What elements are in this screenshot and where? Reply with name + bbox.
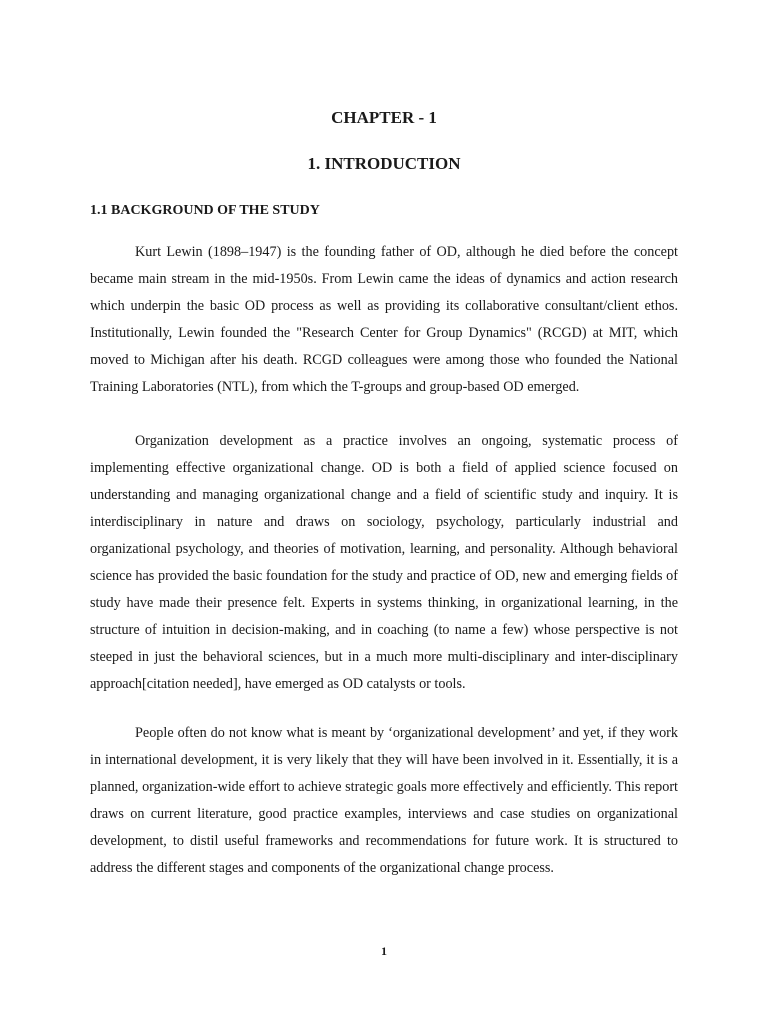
paragraph-text: Kurt Lewin (1898–1947) is the founding father of OD, although he died before the concept became main stream in the mid-1950s. From Lewin came the ideas of dynamics and action research which underpin the basic OD process as well as providing its collaborative consultant/client ethos. Institutionally, Lewin founded the "Research Center for Group Dynamics" (RCGD) at MIT, which moved to Michigan after his death. RCGD colleagues were among those who founded the National Training Laboratories (NTL), from which the T-groups and group-based OD emerged. <box>90 244 678 395</box>
paragraph-lewin <box>90 239 678 401</box>
section-heading: 1.1 BACKGROUND OF THE STUDY <box>90 203 320 218</box>
paragraph-text: Organization development as a practice involves an ongoing, systematic process of implementing effective organizational change. OD is both a field of applied science focused on understanding and managing organizational change and a field of scientific study and inquiry. It is interdisciplinary in nature and draws on sociology, psychology, particularly industrial and organizational psychology, and theories of motivation, learning, and personality. Although behavioral science has provided the basic foundation for the study and practice of OD, new and emerging fields of study have made their presence felt. Experts in systems thinking, in organizational learning, in the structure of intuition in decision-making, and in coaching (to name a few) whose perspective is not steeped in just the behavioral sciences, but in a much more multi-disciplinary and inter-disciplinary approach[citation needed], have emerged as OD catalysts or tools. <box>90 433 678 692</box>
page-number: 1 <box>381 944 387 958</box>
paragraph-od-meaning <box>90 720 678 882</box>
chapter-label: CHAPTER - 1 <box>331 108 437 127</box>
chapter-title: 1. INTRODUCTION <box>307 154 461 173</box>
paragraph-od-practice <box>90 428 678 698</box>
paragraph-text: People often do not know what is meant by ‘organizational development’ and yet, if they work in international development, it is very likely that they will have been involved in it. Essentially, it is a planned, organization-wide effort to achieve strategic goals more effectively and efficiently. This report draws on current literature, good practice examples, interviews and case studies on organizational development, to distil useful frameworks and recommendations for future work. It is structured to address the different stages and components of the organizational change process. <box>90 725 678 876</box>
